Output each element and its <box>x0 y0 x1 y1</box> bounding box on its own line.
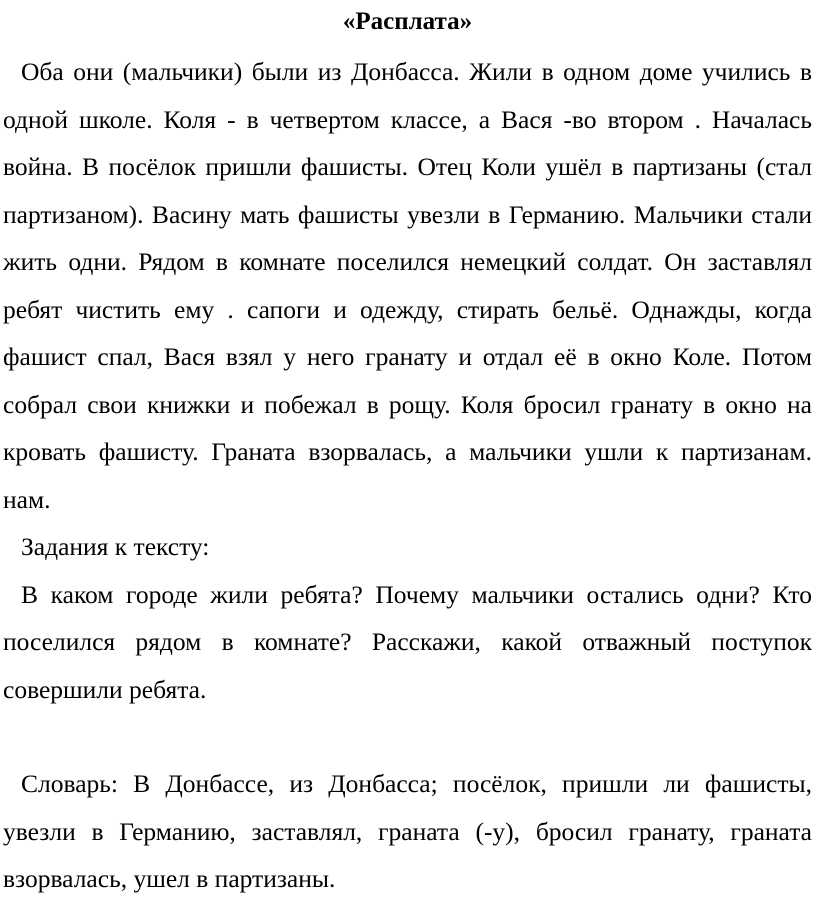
tasks-heading: Задания к тексту: <box>21 532 210 561</box>
blank-line <box>3 713 812 760</box>
vocabulary-paragraph: Словарь: В Донбассе, из Донбасса; посёлок, пришли ли фашисты, увезли в Германию, заставлял, граната (-у), бросил гранату, граната взорвалась, ушел в партизаны. <box>3 769 812 893</box>
document-title: «Расплата» <box>342 8 473 35</box>
tasks-paragraph: В каком городе жили ребята? Почему мальчики остались одни? Кто поселился рядом в комнате? Расскажи, какой отважный поступок совершили ребята. <box>3 579 812 704</box>
story-paragraph: Оба они (мальчики) были из Донбасса. Жили в одном доме учились в одной школе. Коля - в четвертом классе, а Вася -во втором . Началась война. В посёлок пришли фашисты. Отец Коли ушёл в партизаны (стал партизаном). Васину мать фашисты увезли в Германию. Мальчики стали жить одни. Рядом в комнате поселился немецкий солдат. Он заставлял ребят чистить ему . сапоги и одежду, стирать бельё. Однажды, когда фашист спал, Вася взял у него гранату и отдал её в окно Коле. Потом собрал свои книжки и побежал в рощу. Коля бросил гранату в окно на кровать фашисту. Граната взорвалась, а мальчики ушли к партизанам. нам. <box>3 57 812 514</box>
